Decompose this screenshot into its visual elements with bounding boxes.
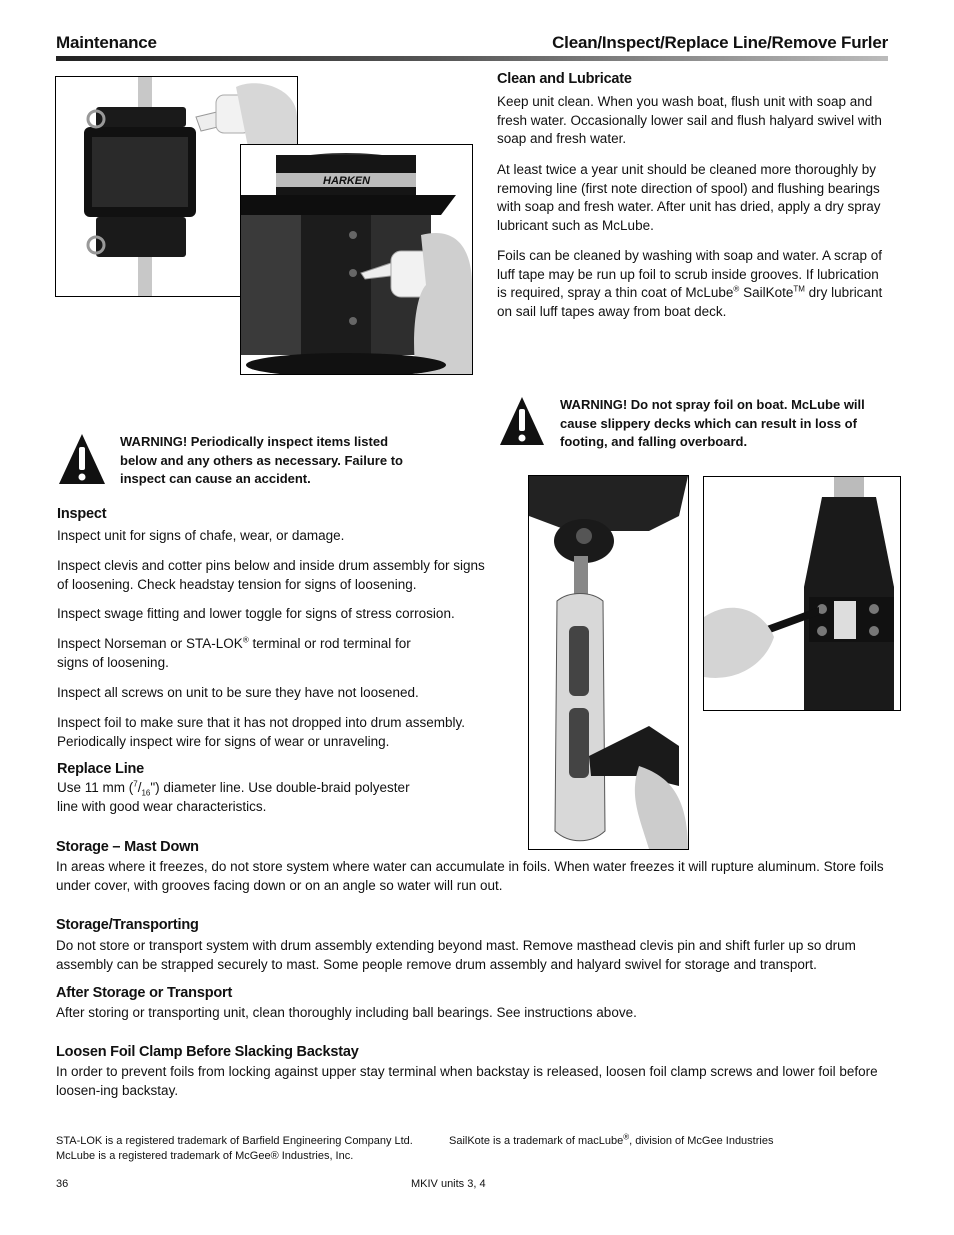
- section-title: Maintenance: [56, 33, 157, 52]
- warning-inspect-text: WARNING! Periodically inspect items listed below and any others as necessary. Failure to inspect can cause an accident.: [120, 434, 403, 486]
- after-storage-heading: After Storage or Transport: [56, 985, 233, 1001]
- clean-lubricate-heading: Clean and Lubricate: [497, 71, 632, 87]
- inspect-item-3: Inspect swage fitting and lower toggle for signs of stress corrosion.: [57, 606, 455, 621]
- storage-transport-heading: Storage/Transporting: [56, 917, 199, 933]
- clean-paragraph-2: At least twice a year unit should be cleaned more thoroughly by removing line (first note direction of spool) and flushing bearings with soap and fresh water. After unit has dried, apply a dry spray lubricant such as McLube.: [497, 162, 881, 233]
- reg-mark: ®: [242, 635, 249, 645]
- photo-hex-key: [703, 476, 901, 711]
- warning-spray-text: WARNING! Do not spray foil on boat. McLube will cause slippery decks which can result in loss of footing, and falling overboard.: [560, 397, 865, 449]
- inspect-heading: Inspect: [57, 506, 107, 522]
- reg-mark: ®: [733, 284, 740, 294]
- inspect-item-4: [57, 635, 437, 672]
- inspect-item-1: Inspect unit for signs of chafe, wear, or damage.: [57, 528, 345, 543]
- warning-icon: [498, 395, 546, 447]
- replace-line-heading: Replace Line: [57, 761, 145, 777]
- header-rule: [56, 56, 888, 61]
- warning-icon: [57, 432, 107, 486]
- inspect-item-4-text: Inspect Norseman or STA-LOK: [57, 636, 243, 651]
- footnote-sailkote-rest: , division of McGee Industries: [629, 1135, 774, 1147]
- clean-paragraph-3-text: Foils can be cleaned by washing with soap and water. A scrap of luff tape may be run up foil to scrub inside grooves. If lubrication is required, spray a thin coat of McLube: [497, 248, 882, 300]
- document-id: MKIV units 3, 4: [411, 1178, 486, 1190]
- sailkote-text: SailKote: [743, 285, 794, 300]
- harken-logo: HARKEN: [323, 175, 371, 187]
- storage-mast-heading: Storage – Mast Down: [56, 839, 199, 855]
- fraction-numerator: 7: [133, 779, 138, 789]
- page-number: 36: [56, 1178, 69, 1190]
- page-title: Clean/Inspect/Replace Line/Remove Furler: [552, 33, 888, 52]
- footnote-sta-lok: STA-LOK is a registered trademark of Barfield Engineering Company Ltd.: [56, 1135, 413, 1147]
- reg-mark: ®: [623, 1132, 630, 1142]
- loosen-foil-heading: Loosen Foil Clamp Before Slacking Backstay: [56, 1044, 359, 1060]
- clean-paragraph-3-end: dry lubricant on sail luff tapes away from boat deck.: [497, 285, 883, 319]
- fraction-denominator: 16: [141, 788, 151, 798]
- loosen-foil-text: In order to prevent foils from locking against upper stay terminal when backstay is released, loosen foil clamp screws and lower foil before loosen-ing backstay.: [56, 1064, 878, 1098]
- storage-mast-text: In areas where it freezes, do not store system where water can accumulate in foils. When water freezes it will rupture aluminum. Store foils under cover, with grooves facing down or on an angle so water will run out.: [56, 859, 884, 893]
- replace-line-text: [57, 779, 432, 816]
- inspect-item-4-rest: terminal or rod terminal for signs of loosening.: [57, 636, 411, 670]
- photo-harken-drum: [240, 144, 473, 375]
- footnote-mclube: McLube is a registered trademark of McGee® Industries, Inc.: [56, 1150, 354, 1162]
- replace-line-text-a: Use 11 mm (: [57, 780, 134, 795]
- footnote-sailkote-text: SailKote is a trademark of macLube: [449, 1135, 624, 1147]
- footnote-sailkote: [449, 1134, 869, 1149]
- inspect-item-2: Inspect clevis and cotter pins below and inside drum assembly for signs of loosening. Check headstay tension for signs of loosening.: [57, 558, 485, 592]
- clean-paragraph-3: [497, 247, 887, 321]
- storage-transport-text: Do not store or transport system with drum assembly extending beyond mast. Remove masthead clevis pin and shift furler up so drum assembly can be strapped securely to mast. Some people remove drum assembly and halyard swivel for storage and transport.: [56, 938, 856, 972]
- tm-mark: TM: [793, 284, 805, 294]
- photo-turnbuckle-pliers: [528, 475, 689, 850]
- inspect-item-5: Inspect all screws on unit to be sure they have not loosened.: [57, 685, 419, 700]
- after-storage-text: After storing or transporting unit, clean thoroughly including ball bearings. See instructions above.: [56, 1005, 637, 1020]
- replace-line-text-b: ") diameter line. Use double-braid polyester line with good wear characteristics.: [57, 780, 410, 814]
- fraction-slash: /: [137, 780, 142, 795]
- clean-paragraph-1: Keep unit clean. When you wash boat, flush unit with soap and fresh water. Occasionally lower sail and flush halyard swivel with soap and fresh water.: [497, 94, 882, 146]
- inspect-item-6: Inspect foil to make sure that it has not dropped into drum assembly. Periodically inspect wire for signs of wear or unraveling.: [57, 715, 465, 749]
